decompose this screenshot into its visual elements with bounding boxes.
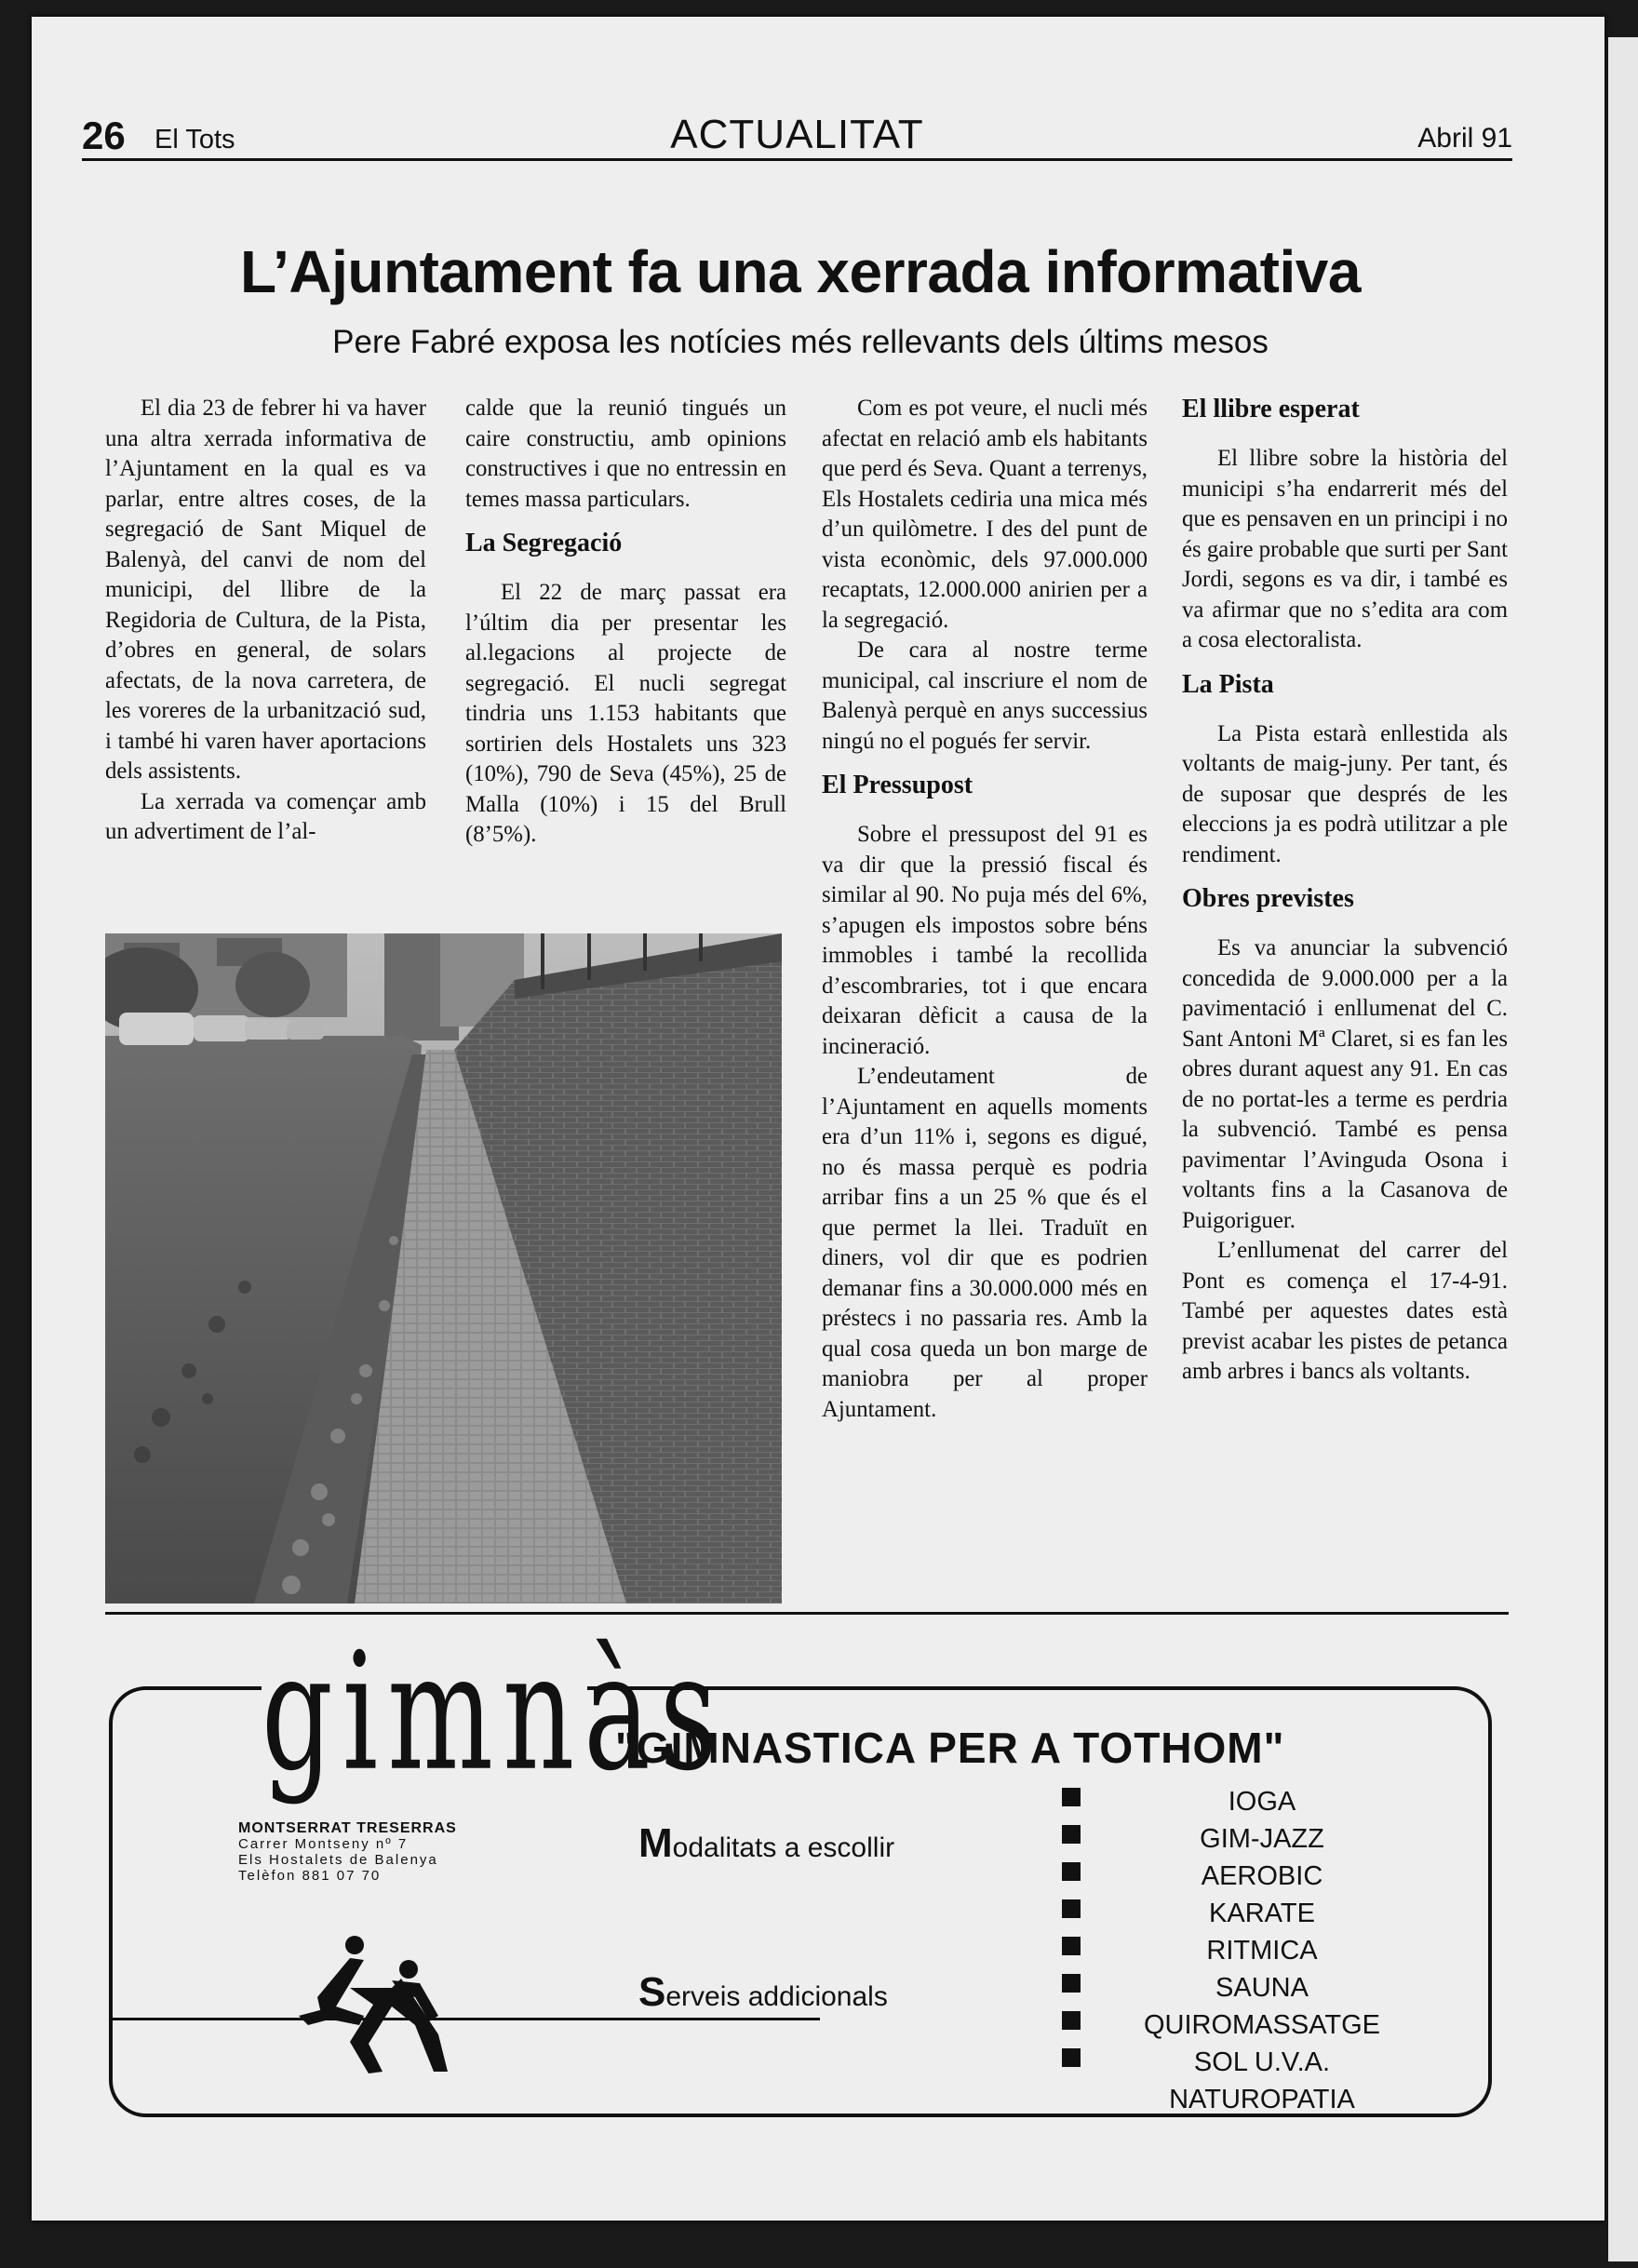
service-item: AEROBIC xyxy=(1201,1861,1323,1891)
article-column-3 xyxy=(822,394,1148,1425)
paragraph: Com es pot veure, el nucli més afectat en relació amb els habitants que perd és Seva. Quant a terrenys, Els Hostalets cediria una mica més d’un quilòmetre. I des del punt de vista econòmic, dels 97.000.000 recaptats, 12.000.000 anirien per a la segregació. xyxy=(822,396,1148,633)
issue-date: Abril 91 xyxy=(1417,123,1512,154)
ad-slogan: "GIMNASTICA PER A TOTHOM" xyxy=(615,1724,1285,1772)
bullet-square-icon xyxy=(1062,2011,1081,2030)
section-heading: La Pista xyxy=(1182,669,1274,699)
gym-logo xyxy=(262,1619,727,1807)
bullet-squares xyxy=(1062,1788,1081,2114)
service-item: NATUROPATIA xyxy=(1169,2085,1355,2114)
modalitats-text: odalitats a escollir xyxy=(672,1832,895,1863)
bullet-square-icon xyxy=(1062,2048,1081,2067)
street-photo xyxy=(105,933,782,1604)
article-subtitle: Pere Fabré exposa les notícies més rellevants dels últims mesos xyxy=(332,324,1269,360)
bullet-square-icon xyxy=(1062,1974,1081,1993)
section-heading: El Pressupost xyxy=(822,771,973,799)
ad-baseline-rule xyxy=(113,2018,820,2020)
phone-number: Telèfon 881 07 70 xyxy=(238,1868,382,1884)
address-line-1: Carrer Montseny nº 7 xyxy=(238,1836,409,1852)
paragraph: El llibre sobre la història del municipi s’ha endarrerit més del que es pensaven en un principi i no és gaire probable que surti per Sant Jordi, segons es va dir, i també es va afirmar que no s’edita ara com a cosa electoralista. xyxy=(1182,446,1508,652)
gymnasts-figure-icon xyxy=(299,1932,466,2081)
publication-name: El Tots xyxy=(154,125,235,154)
serveis-label xyxy=(638,1969,888,2016)
paragraph: L’enllumenat del carrer del Pont es comença el 17-4-91. També per aquestes dates està previst acabar les pistes de petanca amb arbres i bancs als voltants. xyxy=(1182,1238,1508,1384)
paragraph: De cara al nostre terme municipal, cal inscriure el nom de Balenyà perquè en anys successius ningú no el pogués fer servir. xyxy=(822,637,1148,754)
paragraph: El dia 23 de febrer hi va haver una altra xerrada informativa de l’Ajuntament en la qual es va parlar, entre altres coses, de la segregació de Sant Miquel de Balenyà, del canvi de nom del municipi, del llibre de la Regidoria de Cultura, de la Pista, d’obres en general, de solars afectats, de la nova carretera, de les voreres de la urbanització sud, i també hi varen haver aportacions dels assistents. xyxy=(105,396,426,784)
section-heading: El llibre esperat xyxy=(1182,395,1360,423)
paragraph: El 22 de març passat era l’últim dia per presentar les al.legacions al projecte de segregació. El nucli segregat tindria uns 1.153 habitants que sortirien dels Hostalets uns 323 (10%), 790 de Seva (45%), 25 de Malla (10%) i 15 del Brull (8’5%). xyxy=(465,580,786,847)
bullet-square-icon xyxy=(1062,1788,1081,1806)
article-column-2 xyxy=(465,394,786,851)
service-item: KARATE xyxy=(1209,1899,1315,1928)
paragraph: calde que la reunió tingués un caire constructiu, amb opinions constructives i que no entressin en temes massa particulars. xyxy=(465,396,786,512)
bullet-square-icon xyxy=(1062,1899,1081,1918)
article-title: L’Ajuntament fa una xerrada informativa xyxy=(240,238,1361,305)
adjacent-page-edge xyxy=(1608,37,1638,2261)
paragraph: Es va anunciar la subvenció concedida de 9.000.000 per a la pavimentació i enllumenat del C. Sant Antoni Mª Claret, si es fan les obres durant aquest any 91. En cas de no portat-les a terme es perdria la subvenció. També es pensa pavimentar l’Avinguda Osona i voltants fins a la Casanova de Puigoriguer. xyxy=(1182,935,1508,1233)
paragraph: Sobre el pressupost del 91 es va dir que la pressió fiscal és similar al 90. No puja més del 6%, s’apugen els impostos sobre béns immobles i també la recollida d’escombraries, tot i que encara deixaran dèficit a causa de la incineració. xyxy=(822,822,1148,1059)
paragraph: La xerrada va començar amb un advertiment de l’al- xyxy=(105,788,426,844)
article-column-4 xyxy=(1182,394,1508,1388)
article-column-1 xyxy=(105,394,426,848)
owner-name: MONTSERRAT TRESERRAS xyxy=(238,1820,457,1836)
modalitats-initial: M xyxy=(638,1820,673,1866)
section-divider xyxy=(105,1612,1509,1615)
service-item: IOGA xyxy=(1228,1787,1296,1817)
page-number: 26 xyxy=(82,114,126,157)
service-item: RITMICA xyxy=(1206,1936,1318,1966)
bullet-square-icon xyxy=(1062,1825,1081,1844)
services-list xyxy=(1090,1783,1434,2118)
paragraph: La Pista estarà enllestida als voltants de maig-juny. Per tant, és de suposar que després de les eleccions ja es podrà utilitzar a ple rendiment. xyxy=(1182,720,1508,867)
gym-logo-wordmark: gimnàs xyxy=(262,1619,727,1807)
service-item: QUIROMASSATGE xyxy=(1143,2010,1381,2040)
modalitats-label xyxy=(638,1820,894,1867)
bullet-square-icon xyxy=(1062,1937,1081,1955)
section-heading: Obres previstes xyxy=(1182,884,1354,913)
section-heading: La Segregació xyxy=(465,529,623,557)
running-header xyxy=(82,112,1512,161)
service-item: GIM-JAZZ xyxy=(1200,1824,1324,1854)
street-photo-drawing xyxy=(105,933,782,1604)
service-item: SOL U.V.A. xyxy=(1193,2047,1331,2077)
gym-contact-block xyxy=(238,1820,457,1884)
serveis-initial: S xyxy=(638,1969,666,2015)
address-line-2: Els Hostalets de Balenya xyxy=(238,1852,438,1868)
bullet-square-icon xyxy=(1062,1862,1081,1881)
service-item: SAUNA xyxy=(1215,1973,1309,2003)
section-title: ACTUALITAT xyxy=(670,112,924,157)
gym-advertisement xyxy=(109,1619,1492,2117)
serveis-text: erveis addicionals xyxy=(665,1981,888,2012)
paragraph: L’endeutament de l’Ajuntament en aquells moments era d’un 11% i, segons es digué, no és massa perquè es podria arribar fins a un 25 % que és el que permet la llei. Traduït en diners, vol dir que es podrien demanar fins a 30.000.000 més en préstecs i no passaria res. Amb la qual cosa queda un bon marge de maniobra per al proper Ajuntament. xyxy=(822,1064,1148,1422)
